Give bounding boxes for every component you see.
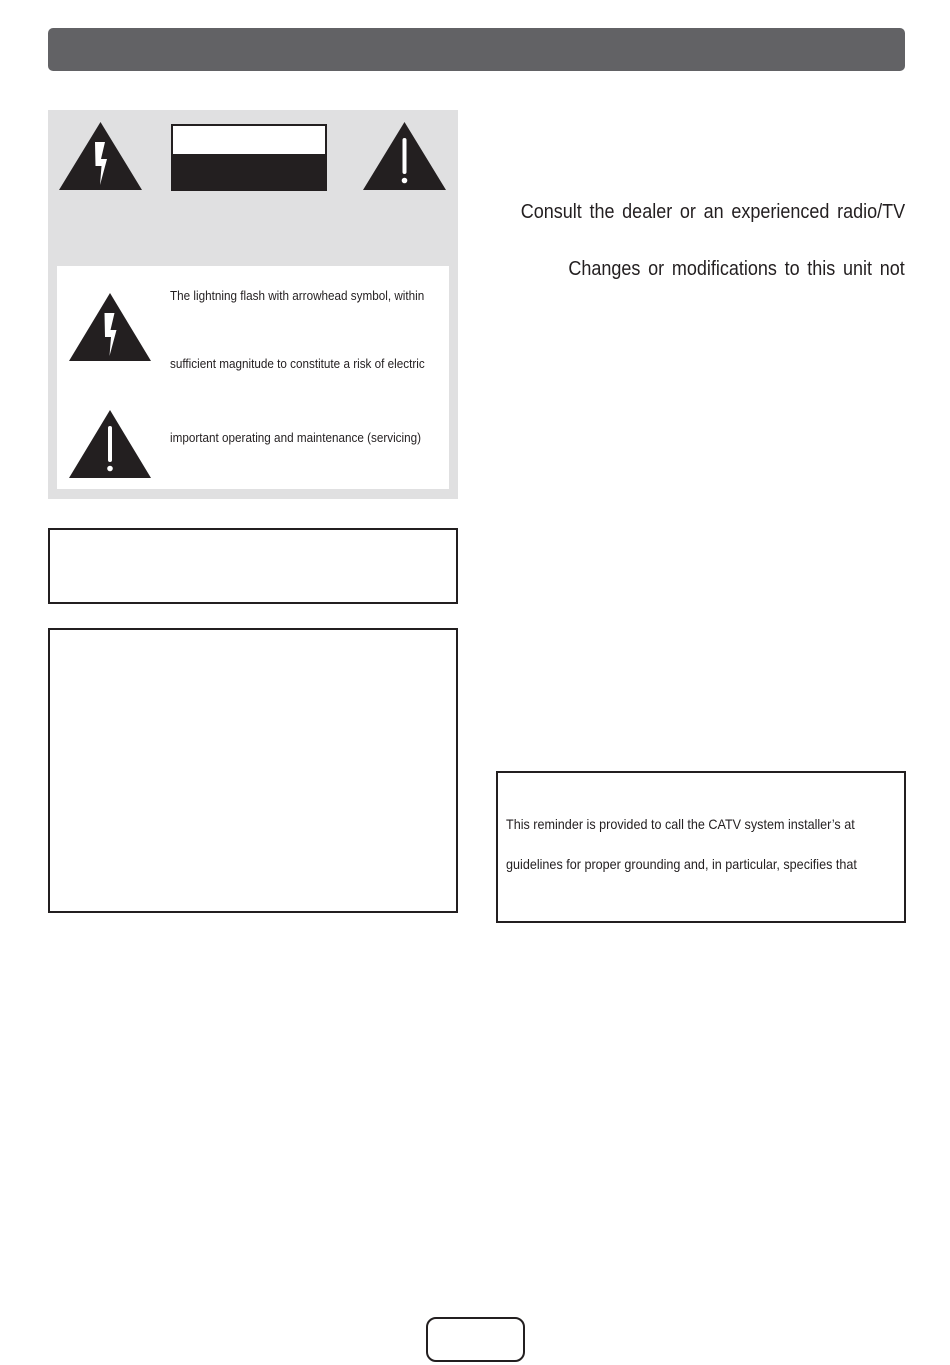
exclamation-triangle-icon <box>67 408 153 480</box>
lightning-description-line: The lightning flash with arrowhead symbol, within <box>170 288 425 303</box>
header-bar <box>48 28 905 71</box>
changes-modifications-text: Changes or modifications to this unit not <box>568 258 905 280</box>
consult-dealer-text: Consult the dealer or an experienced radio/TV <box>520 201 905 223</box>
catv-note-box <box>496 771 906 923</box>
electric-shock-triangle-icon <box>67 291 153 363</box>
lightning-description-line: sufficient magnitude to constitute a risk of electric <box>170 356 425 371</box>
notice-box <box>48 528 458 604</box>
exclamation-triangle-icon <box>361 120 448 192</box>
electric-shock-triangle-icon <box>57 120 144 192</box>
caution-label-box <box>171 124 327 191</box>
exclamation-description-line: important operating and maintenance (servicing) <box>170 430 422 445</box>
catv-note-line: This reminder is provided to call the CATV system installer’s at <box>506 816 855 832</box>
catv-note-line: guidelines for proper grounding and, in particular, specifies that <box>506 856 857 872</box>
notice-box <box>48 628 458 913</box>
page-number-box <box>426 1317 525 1362</box>
